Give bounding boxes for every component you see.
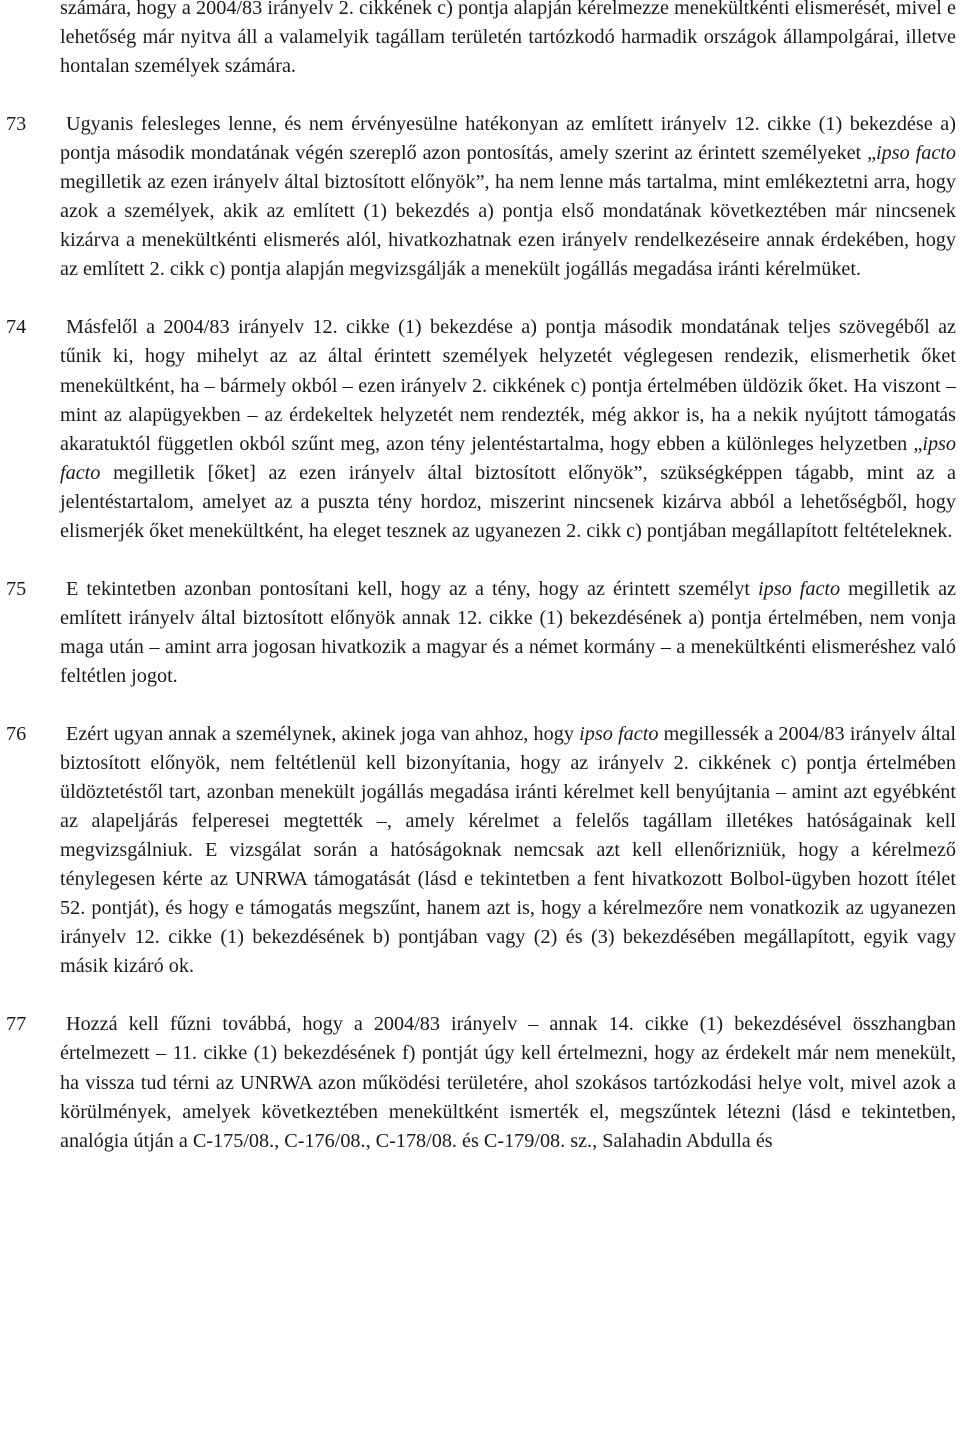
paragraph-number: 75 (6, 577, 27, 600)
italic-term: ipso facto (876, 142, 956, 165)
paragraph-text: megilletik [őket] az ezen irányelv által biztosított előnyök”, szükségképpen tágabb, mint az a jelentéstartalom, amelyet az a puszta tény hordoz, miszerint nincsenek kizárva abból a lehetőségből, hogy elismerjék őket menekültként, ha eleget tesznek az ugyanezen 2. cikk c) pontjában megállapított feltételeknek. (60, 461, 956, 542)
paragraph-text: Másfelől a 2004/83 irányelv 12. cikke (1) bekezdése a) pontja második mondatának teljes szövegéből az tűnik ki, hogy mihelyt az az által érintett személyek helyzetét véglegesen rendezik, elismerhetik őket menekültként, ha – bármely okból – ezen irányelv 2. cikkének c) pontja értelmében üldözik őket. Ha viszont – mint az alapügyekben – az érdekeltek helyzetét nem rendezték, még akkor is, ha a nekik nyújtott támogatás akaratuktól független okból szűnt meg, azon tény jelentéstartalma, hogy ebben a különleges helyzetben „ (60, 316, 956, 455)
paragraph-gap (0, 284, 960, 313)
paragraph-74 (0, 313, 960, 545)
paragraph-73 (0, 110, 960, 284)
paragraph-text: Ugyanis felesleges lenne, és nem érvényesülne hatékonyan az említett irányelv 12. cikke (1) bekezdése a) pontja második mondatának végén szereplő azon pontosítás, amely szerint az érintett személyeket „ (60, 113, 956, 165)
paragraph-text: megilletik az említett irányelv által biztosított előnyök annak 12. cikke (1) bekezdésének a) pontja értelmében, nem vonja maga után – amint arra jogosan hivatkozik a magyar és a német kormány – a menekültkénti elismeréshez való feltétlen jogot. (60, 577, 956, 687)
paragraph-text: megilletik az ezen irányelv által biztosított előnyök”, ha nem lenne más tartalma, mint emlékeztetni arra, hogy azok a személyek, akik az említett (1) bekezdés a) pontja első mondatának következtében már nincsenek kizárva a menekültkénti elismerés alól, hivatkozhatnak ezen irányelv rendelkezéseire annak érdekében, hogy az említett 2. cikk c) pontja alapján megvizsgálják a menekült jogállás megadása iránti kérelmüket. (60, 171, 956, 281)
paragraph-77 (0, 1010, 960, 1155)
paragraph-gap (0, 981, 960, 1010)
paragraph-continuation (0, 0, 960, 81)
paragraph-75 (0, 575, 960, 691)
paragraph-number: 74 (6, 316, 27, 339)
paragraph-number: 77 (6, 1013, 27, 1036)
paragraph-text: számára, hogy a 2004/83 irányelv 2. cikkének c) pontja alapján kérelmezze menekültkénti elismerését, mivel e lehetőség már nyitva áll a valamelyik tagállam területén tartózkodó harmadik országok állampolgárai, illetve hontalan személyek számára. (60, 0, 956, 78)
paragraph-text: megillessék a 2004/83 irányelv által biztosított előnyök, nem feltétlenül kell bizonyítania, hogy az irányelv 2. cikkének c) pontja értelmében üldöztetéstől tart, azonban menekült jogállás megadása iránti kérelmet kell benyújtania – amint azt egyébként az alapeljárás felperesei megtették –, amely kérelmet a felelős tagállam illetékes hatóságainak kell megvizsgálniuk. E vizsgálat során a hatóságoknak nemcsak azt kell ellenőrizniük, hogy a kérelmező ténylegesen kérte az UNRWA támogatását (lásd e tekintetben a fent hivatkozott Bolbol-ügyben hozott ítélet 52. pontját), és hogy e támogatás megszűnt, hanem azt is, hogy a kérelmezőre nem vonatkozik az ugyanezen irányelv 12. cikke (1) bekezdésének b) pontjában vagy (2) és (3) bekezdésében megállapított, egyik vagy másik kizáró ok. (60, 722, 956, 978)
paragraph-number: 73 (6, 113, 27, 136)
paragraph-gap (0, 691, 960, 720)
italic-term: ipso facto (579, 722, 659, 745)
paragraph-text: Hozzá kell fűzni továbbá, hogy a 2004/83 irányelv – annak 14. cikke (1) bekezdésével összhangban értelmezett – 11. cikke (1) bekezdésének f) pontját úgy kell értelmezni, hogy az érdekelt már nem menekült, ha vissza tud térni az UNRWA azon működési területére, ahol szokásos tartózkodási helye volt, mivel azok a körülmények, amelyek következtében menekültként ismerték el, megszűntek létezni (lásd e tekintetben, analógia útján a C-175/08., C-176/08., C-178/08. és C-179/08. sz., Salahadin Abdulla és (60, 1013, 956, 1152)
paragraph-number: 76 (6, 722, 27, 745)
paragraph-gap (0, 546, 960, 575)
italic-term: ipso facto (758, 577, 841, 600)
paragraph-text: E tekintetben azonban pontosítani kell, hogy az a tény, hogy az érintett személyt (66, 577, 759, 600)
italic-term: ipso facto (60, 432, 956, 484)
paragraph-76 (0, 720, 960, 981)
paragraph-text: Ezért ugyan annak a személynek, akinek joga van ahhoz, hogy (66, 722, 580, 745)
paragraph-gap (0, 81, 960, 110)
